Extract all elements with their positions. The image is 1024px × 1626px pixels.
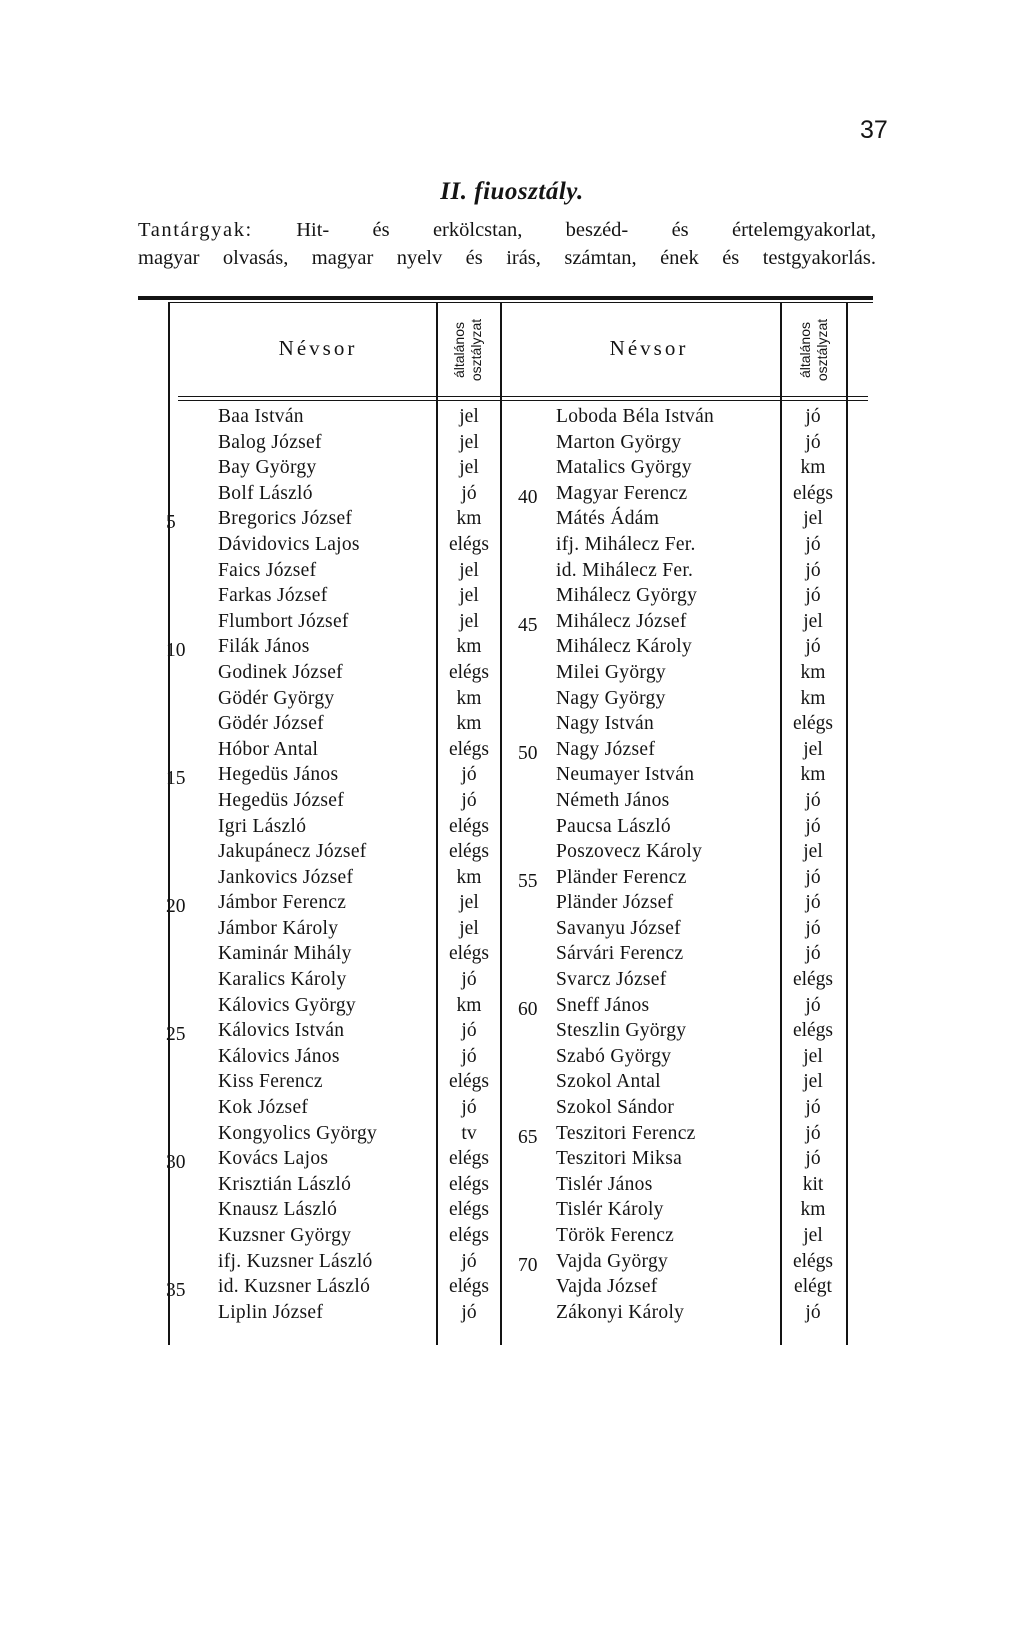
right-student-name: id. Mihálecz Fer. [556,559,694,581]
table-row [138,1172,873,1198]
right-student-name: Svarcz József [556,969,667,991]
right-student-name: Loboda Béla István [556,406,715,427]
left-grade: elégs [448,661,490,683]
left-grade: jó [461,789,477,811]
table-row [138,1274,873,1300]
left-row-number: 30 [166,1152,186,1174]
table-row [138,1223,873,1249]
table-row [138,1018,873,1044]
left-student-name: Karalics Károly [218,969,347,991]
left-student-name: ifj. Kuzsner László [218,1250,373,1272]
page-number: 37 [860,116,888,144]
left-grade: km [456,636,482,658]
left-grade: jel [459,892,479,914]
right-grade: jó [805,943,821,965]
left-grade-header-text [451,319,485,381]
left-grade: elégs [448,1225,490,1246]
right-grade: elégs [792,1250,834,1272]
right-student-name: Steszlin György [556,1020,687,1042]
left-row-number: 35 [166,1280,186,1302]
table-row [138,737,873,763]
left-student-name: Bay György [218,457,317,479]
table-row [138,762,873,788]
right-student-name: Török Ferencz [556,1225,675,1246]
table-row [138,532,873,558]
right-student-name: Nagy István [556,713,655,735]
table-row [138,455,873,481]
right-student-name: Mátés Ádám [556,508,660,530]
table-top-rule [138,296,873,300]
right-grade-header [792,308,836,392]
left-student-name: Kálovics István [218,1020,345,1042]
left-row-number: 15 [166,768,186,790]
left-grade: jó [461,1020,477,1042]
right-student-name: Matalics György [556,457,692,479]
right-row-number: 65 [518,1126,538,1148]
left-student-name: Kuzsner György [218,1225,352,1246]
left-row-number: 5 [166,512,176,534]
table-row [138,993,873,1019]
right-grade: jó [805,1148,821,1170]
right-student-name: Szokol Antal [556,1071,661,1093]
left-student-name: Jakupánecz József [218,841,367,863]
right-student-name: Sárvári Ferencz [556,943,684,965]
right-student-name: Neumayer István [556,764,695,786]
right-row-number: 40 [518,486,538,508]
right-grade: jel [803,1071,823,1093]
right-row-number: 70 [518,1254,538,1276]
subjects-line-1 [138,216,876,244]
left-student-name: Knausz László [218,1199,338,1221]
left-grade: jel [459,585,479,607]
right-grade: km [800,661,826,683]
right-student-name: ifj. Mihálecz Fer. [556,533,696,555]
right-student-name: Savanyu József [556,917,681,939]
left-grade: km [456,508,482,530]
left-grade: jel [459,559,479,581]
left-grade: elégs [448,533,490,555]
left-grade: elégs [448,1173,490,1195]
header-rule [178,396,868,397]
right-grade: jel [803,508,823,530]
right-row-number: 50 [518,742,538,764]
left-student-name: Gödér György [218,687,335,709]
right-student-name: Teszitori Ferencz [556,1122,696,1144]
right-grade: jó [805,892,821,914]
table-row [138,1044,873,1070]
table-row [138,506,873,532]
table-row [138,814,873,840]
right-grade: elégs [792,969,834,991]
table-row [138,558,873,584]
table-row [138,1146,873,1172]
left-grade: km [456,713,482,735]
left-grade: jel [459,406,479,427]
right-grade: km [800,687,826,709]
left-student-name: Hóbor Antal [218,738,319,760]
left-student-name: Kongyolics György [218,1122,378,1144]
right-grade: elégs [792,713,834,735]
right-student-name: Zákonyi Károly [556,1301,685,1323]
right-grade: jó [805,917,821,939]
right-student-name: Vajda György [556,1250,669,1272]
right-grade: jó [805,559,821,581]
left-student-name: Liplin József [218,1301,324,1323]
left-student-name: Bregorics József [218,508,353,530]
table-row [138,788,873,814]
table-row [138,865,873,891]
table-row [138,660,873,686]
left-student-name: Jankovics József [218,866,354,888]
left-grade: jel [459,457,479,479]
left-student-name: Filák János [218,636,310,658]
right-grade: km [800,764,826,786]
left-grade: jó [461,1250,477,1272]
left-grade: jel [459,431,479,453]
left-student-name: Bolf László [218,482,313,504]
left-student-name: Baa István [218,406,304,427]
right-student-name: Szokol Sándor [556,1097,675,1119]
subjects-line-1-text: Hit- és erkölcstan, beszéd- és értelemgyakorlat, [296,219,876,241]
right-grade: jó [805,636,821,658]
right-student-name: Pländer Ferencz [556,866,687,888]
right-student-name: Tislér Károly [556,1199,664,1221]
right-grade: jó [805,866,821,888]
left-student-name: Farkas József [218,585,328,607]
left-name-header: Névsor [278,336,358,360]
right-grade: elégs [792,482,834,504]
left-grade: km [456,687,482,709]
subjects-line-2: magyar olvasás, magyar nyelv és irás, számtan, ének és testgyakorlás. [138,247,876,269]
left-student-name: Godinek József [218,661,343,683]
right-student-name: Teszitori Miksa [556,1148,683,1170]
right-student-name: Mihálecz József [556,610,687,632]
left-student-name: Kálovics György [218,994,356,1016]
grade-header-line2: osztályzat [814,318,830,382]
right-grade: jel [803,1045,823,1067]
left-student-name: Faics József [218,559,317,581]
grade-header-line1: általános [797,321,813,379]
right-grade: km [800,1199,826,1221]
left-grade: jó [461,482,477,504]
right-grade: elégs [792,1020,834,1042]
left-student-name: Kálovics János [218,1045,340,1067]
left-grade: jó [461,969,477,991]
left-grade: elégs [448,815,490,837]
table-row [138,1069,873,1095]
right-grade: jel [803,1225,823,1246]
right-student-name: Poszovecz Károly [556,841,703,863]
right-student-name: Mihálecz György [556,585,698,607]
table-row [138,634,873,660]
left-grade: tv [461,1122,477,1144]
right-row-number: 45 [518,614,538,636]
left-student-name: Dávidovics Lajos [218,533,360,555]
left-student-name: Kovács Lajos [218,1148,329,1170]
left-student-name: Jámbor Károly [218,917,339,939]
left-grade: jó [461,764,477,786]
right-grade: jó [805,994,821,1016]
right-grade: kit [802,1173,824,1195]
right-student-name: Magyar Ferencz [556,482,688,504]
table-top-rule-thin [168,302,873,303]
header-rule-second [178,400,868,401]
left-student-name: Balog József [218,431,322,453]
left-grade: elégs [448,841,490,863]
left-student-name: Flumbort József [218,610,349,632]
right-row-number: 55 [518,870,538,892]
table-row [138,430,873,456]
right-name-header: Névsor [609,336,689,360]
table-row [138,890,873,916]
subjects-label: Tantárgyak: [138,219,253,241]
left-grade: jel [459,917,479,939]
left-row-number: 10 [166,640,186,662]
left-grade: elégs [448,738,490,760]
left-grade: km [456,994,482,1016]
right-student-name: Tislér János [556,1173,653,1195]
table-row [138,686,873,712]
right-student-name: Marton György [556,431,682,453]
table-row [138,1249,873,1275]
left-student-name: Kiss Ferencz [218,1071,323,1093]
left-student-name: Kok József [218,1097,309,1119]
left-grade-header [446,308,490,392]
table-row [138,839,873,865]
left-grade: elégs [448,1148,490,1170]
right-grade: jel [803,738,823,760]
left-grade: elégs [448,1071,490,1093]
right-student-name: Szabó György [556,1045,672,1067]
right-student-name: Paucsa László [556,815,671,837]
right-grade: jel [803,610,823,632]
right-student-name: Mihálecz Károly [556,636,693,658]
right-student-name: Sneff János [556,994,650,1016]
left-student-name: Igri László [218,815,307,837]
right-student-name: Nagy György [556,687,666,709]
table-row [138,609,873,635]
right-grade: jó [805,585,821,607]
left-grade: jó [461,1045,477,1067]
right-student-name: Pländer József [556,892,674,914]
left-student-name: id. Kuzsner László [218,1276,371,1298]
right-grade: jó [805,533,821,555]
table-body [138,404,873,1325]
right-row-number: 60 [518,998,538,1020]
table-row [138,583,873,609]
left-grade: elégs [448,943,490,965]
grade-header-line1: általános [451,321,467,379]
left-grade: km [456,866,482,888]
right-grade: jel [803,841,823,863]
table-row [138,711,873,737]
right-grade: jó [805,789,821,811]
table-row [138,481,873,507]
left-grade: elégs [448,1199,490,1221]
right-grade: jó [805,1301,821,1323]
table-row [138,404,873,430]
left-grade: elégs [448,1276,490,1298]
right-grade: jó [805,406,821,427]
left-student-name: Jámbor Ferencz [218,892,347,914]
left-student-name: Kaminár Mihály [218,943,352,965]
table-row [138,916,873,942]
right-grade: jó [805,431,821,453]
table-row [138,1300,873,1326]
right-grade: elégt [794,1276,832,1298]
left-grade: jó [461,1097,477,1119]
section-title: II. fiuosztály. [440,178,584,205]
grade-header-line2: osztályzat [468,318,484,382]
table-row [138,1121,873,1147]
right-grade: km [800,457,826,479]
right-student-name: Vajda József [556,1276,658,1298]
left-grade: jó [461,1301,477,1323]
right-student-name: Milei György [556,661,666,683]
right-student-name: Nagy József [556,738,656,760]
left-row-number: 25 [166,1024,186,1046]
left-row-number: 20 [166,896,186,918]
right-student-name: Németh János [556,789,670,811]
right-grade-header-text [797,319,831,381]
left-student-name: Gödér József [218,713,324,735]
left-student-name: Krisztián László [218,1173,352,1195]
class-roster-table [138,296,873,1345]
left-grade: jel [459,610,479,632]
table-row [138,1095,873,1121]
right-grade: jó [805,1122,821,1144]
left-student-name: Hegedüs János [218,764,339,786]
subjects-paragraph [138,216,876,272]
right-grade: jó [805,1097,821,1119]
left-student-name: Hegedüs József [218,789,345,811]
table-row [138,941,873,967]
table-row [138,1197,873,1223]
table-row [138,967,873,993]
right-grade: jó [805,815,821,837]
